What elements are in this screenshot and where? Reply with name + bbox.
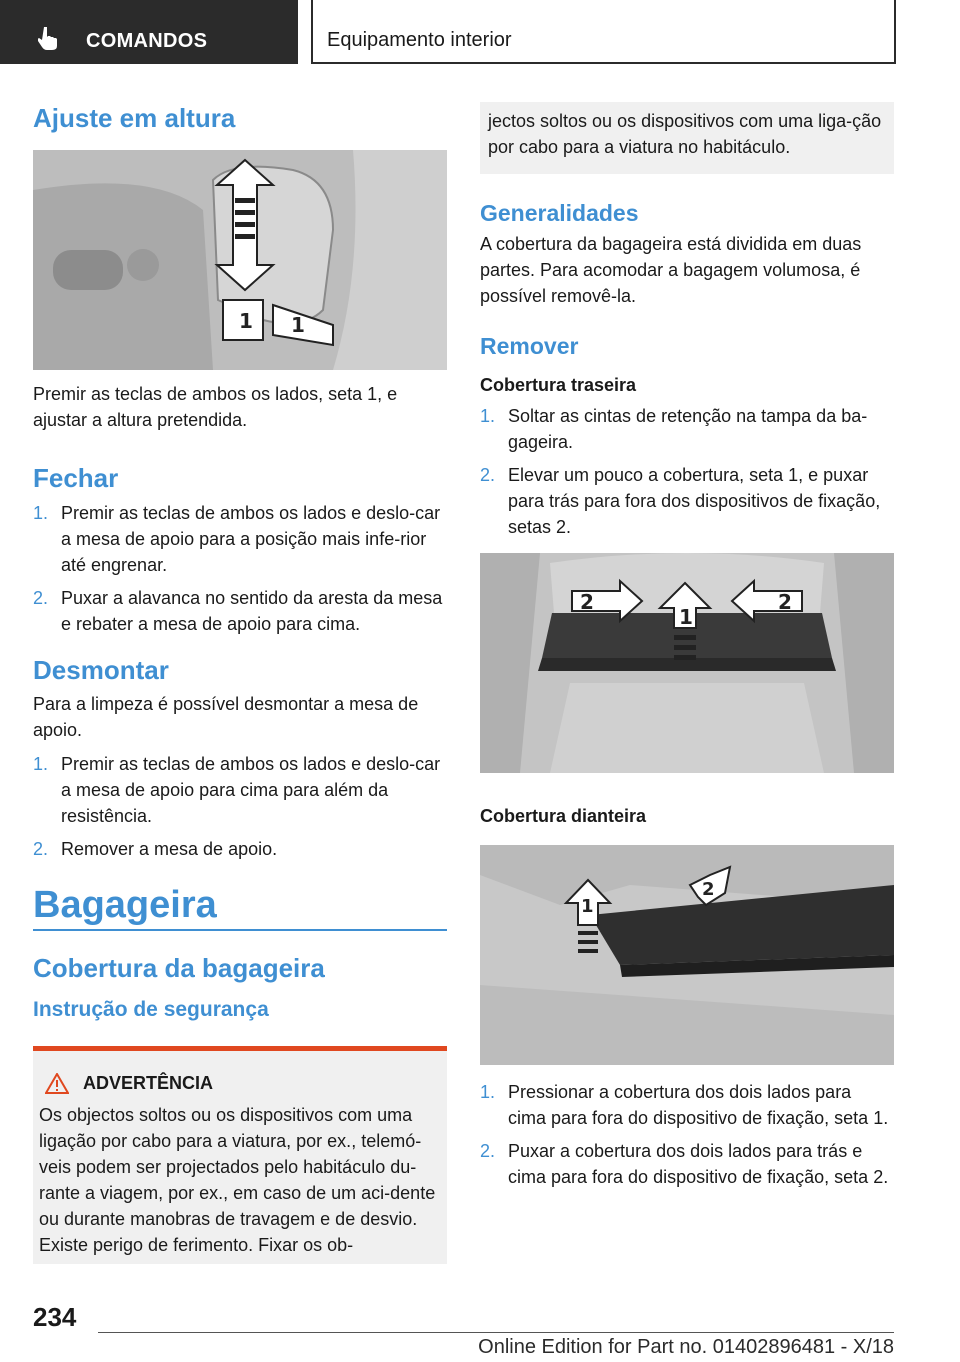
footer-rule — [98, 1332, 894, 1333]
list-item: 2. Remover a mesa de apoio. — [33, 838, 278, 859]
warning-text: Os objectos soltos ou os dispositivos com uma ligação por cabo para a viatura, por ex., telemó-veis podem ser projectados pelo habitáculo du-rante a viagem, por ex., em caso de um aci-dente ou durante manobras de travagem e de desvio. Existe perigo de ferimento. Fixar os ob- — [39, 1104, 436, 1255]
list-item: 1. Pressionar a cobertura dos dois lados para cima para fora do dispositivo de fixação, seta 1. — [480, 1082, 889, 1128]
fig2-label: 1 — [679, 605, 693, 629]
list-item: 1. Premir as teclas de ambos os lados e deslo-car a mesa de apoio para cima para além da resistência. — [33, 753, 441, 826]
rear-cover-title: Cobertura traseira — [480, 375, 637, 395]
height-adjust-title: Ajuste em altura — [33, 103, 236, 133]
left-column — [33, 100, 447, 1264]
close-title: Fechar — [33, 463, 119, 494]
remove-steps — [33, 751, 447, 862]
remove-title: Desmontar — [33, 655, 169, 686]
header-tab-label: COMANDOS — [86, 30, 208, 52]
warning-continuation — [480, 102, 894, 174]
list-item: 2. Puxar a cobertura dos dois lados para trás e cima para fora do dispositivo de fixação, seta 2. — [480, 1141, 889, 1187]
warning-continuation-text: jectos soltos ou os dispositivos com uma liga-ção por cabo para a viatura no habitáculo. — [488, 111, 882, 157]
figure-front-cover-drawing — [480, 845, 894, 1065]
list-item: 1. Premir as teclas de ambos os lados e deslo-car a mesa de apoio para a posição mais infe-rior até engrenar. — [33, 503, 441, 576]
list-item: 2. Puxar a alavanca no sentido da aresta da mesa e rebater a mesa de apoio para cima. — [33, 588, 443, 635]
fig1-label: 1 — [291, 313, 305, 338]
front-steps — [480, 1079, 894, 1190]
fig2-label: 2 — [580, 590, 594, 614]
fig3-label: 1 — [581, 896, 594, 917]
front-cover-title: Cobertura dianteira — [480, 806, 647, 826]
page-number: 234 — [33, 1302, 77, 1332]
height-adjust-text: Premir as teclas de ambos os lados, seta 1, e ajustar a altura pretendida. — [33, 384, 398, 431]
warning-box — [33, 1046, 447, 1264]
fig1-label: 1 — [239, 309, 253, 334]
header-tab[interactable] — [0, 0, 298, 64]
warning-title: ADVERTÊNCIA — [83, 1072, 214, 1093]
safety-title: Instrução de segurança — [33, 997, 269, 1021]
general-text: A cobertura da bagageira está dividida em duas partes. Para acomodar a bagagem volumosa, é possível removê-la. — [480, 234, 862, 306]
rear-steps — [480, 403, 894, 540]
figure-table-height-drawing — [33, 150, 447, 370]
pointing-hand-icon — [38, 26, 60, 50]
list-item: 1. Soltar as cintas de retenção na tampa da ba-gageira. — [480, 406, 868, 452]
remove-cover-title: Remover — [480, 333, 579, 359]
figure-table-height — [33, 150, 447, 370]
fig2-label: 2 — [778, 590, 792, 614]
figure-front-cover — [480, 845, 894, 1065]
figure-rear-cover-drawing — [480, 553, 894, 773]
list-item: 2. Elevar um pouco a cobertura, seta 1, e puxar para trás para fora dos dispositivos de fixação, setas 2. — [480, 465, 881, 537]
remove-text: Para a limpeza é possível desmontar a mesa de apoio. — [33, 693, 419, 740]
close-steps — [33, 500, 447, 637]
right-column — [480, 100, 894, 1197]
chapter-title: Bagageira — [33, 883, 217, 926]
header-section — [311, 0, 896, 64]
chapter-rule — [33, 929, 447, 931]
warning-triangle-icon — [45, 1073, 69, 1094]
header-section-label: Equipamento interior — [327, 29, 512, 51]
figure-rear-cover — [480, 553, 894, 773]
general-title: Generalidades — [480, 200, 639, 226]
fig3-label: 2 — [702, 879, 715, 900]
cover-title: Cobertura da bagageira — [33, 952, 325, 983]
footer-edition: Online Edition for Part no. 01402896481 - X/18 — [478, 1336, 894, 1358]
